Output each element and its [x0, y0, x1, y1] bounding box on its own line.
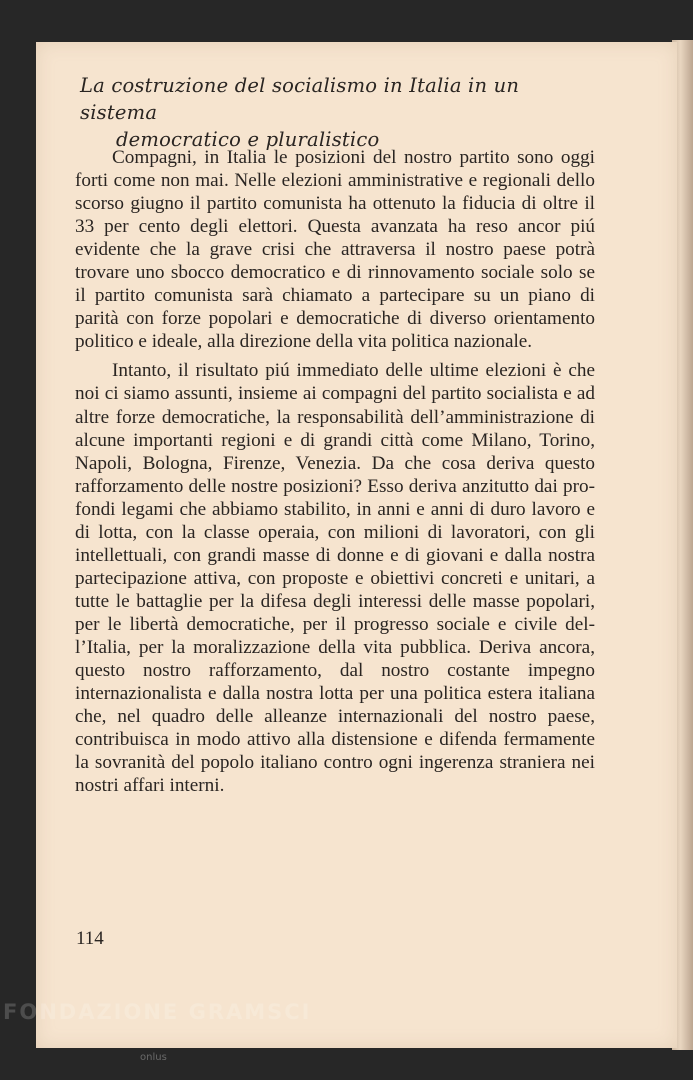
watermark-subtext: onlus: [140, 1052, 167, 1063]
paragraph: Compagni, in Italia le posizioni del nostro partito sono oggi forti come non mai. Nelle elezioni amministrative e regionali dello scorso giugno il partito comunista ha ottenuto la fiducia di oltre il 33 per cento degli elettori. Questa avanzata ha reso ancor piú evidente che la grave crisi che attraversa il nostro paese potrà trovare uno sbocco democratico e di rinnovamento sociale solo se il partito comunista sarà chiamato a partecipare su un piano di parità con forze popolari e democratiche di diverso orientamento politico e ideale, alla direzione della vita politica nazionale.: [75, 147, 595, 353]
section-heading-line-1: La costruzione del socialismo in Italia in un sistema: [80, 74, 520, 124]
watermark-logo: [3, 1000, 312, 1024]
watermark-text: FONDAZIONE GRAMSCI: [3, 1000, 312, 1024]
paragraph: Intanto, il risultato piú immediato delle ultime elezioni è che noi ci siamo assunti, insieme ai compagni del partito socialista e ad altre forze democratiche, la responsabilità dell’amministrazione di alcune importanti regioni e di grandi città come Milano, Torino, Napoli, Bologna, Firenze, Venezia. Da che cosa deriva questo rafforzamento delle nostre posizioni? Esso deriva anzitutto dai profondi legami che abbiamo stabilito, in anni e anni di duro lavoro e di lotta, con la classe operaia, con milioni di lavoratori, con gli intellettuali, con grandi masse di donne e di giovani e dalla nostra partecipazione attiva, con proposte e obiettivi concreti e unitari, a tutte le battaglie per la difesa degli interessi delle masse popolari, per le libertà democratiche, per il progresso sociale e civile dell’Italia, per la moralizzazione della vita pubblica. Deriva ancora, questo nostro rafforzamento, dal nostro costante impegno internazionalista e dalla nostra lotta per una politica estera italiana che, nel quadro delle alleanze internazionali del nostro paese, contribuisca in modo attivo alla distensione e difenda fermamente la sovranità del popolo italiano contro ogni ingerenza straniera nei nostri affari interni.: [75, 360, 595, 797]
page-number: 114: [76, 928, 104, 949]
section-heading-line-2: democratico e pluralistico: [116, 128, 380, 151]
body-text: [75, 146, 595, 797]
section-heading: [80, 72, 600, 153]
